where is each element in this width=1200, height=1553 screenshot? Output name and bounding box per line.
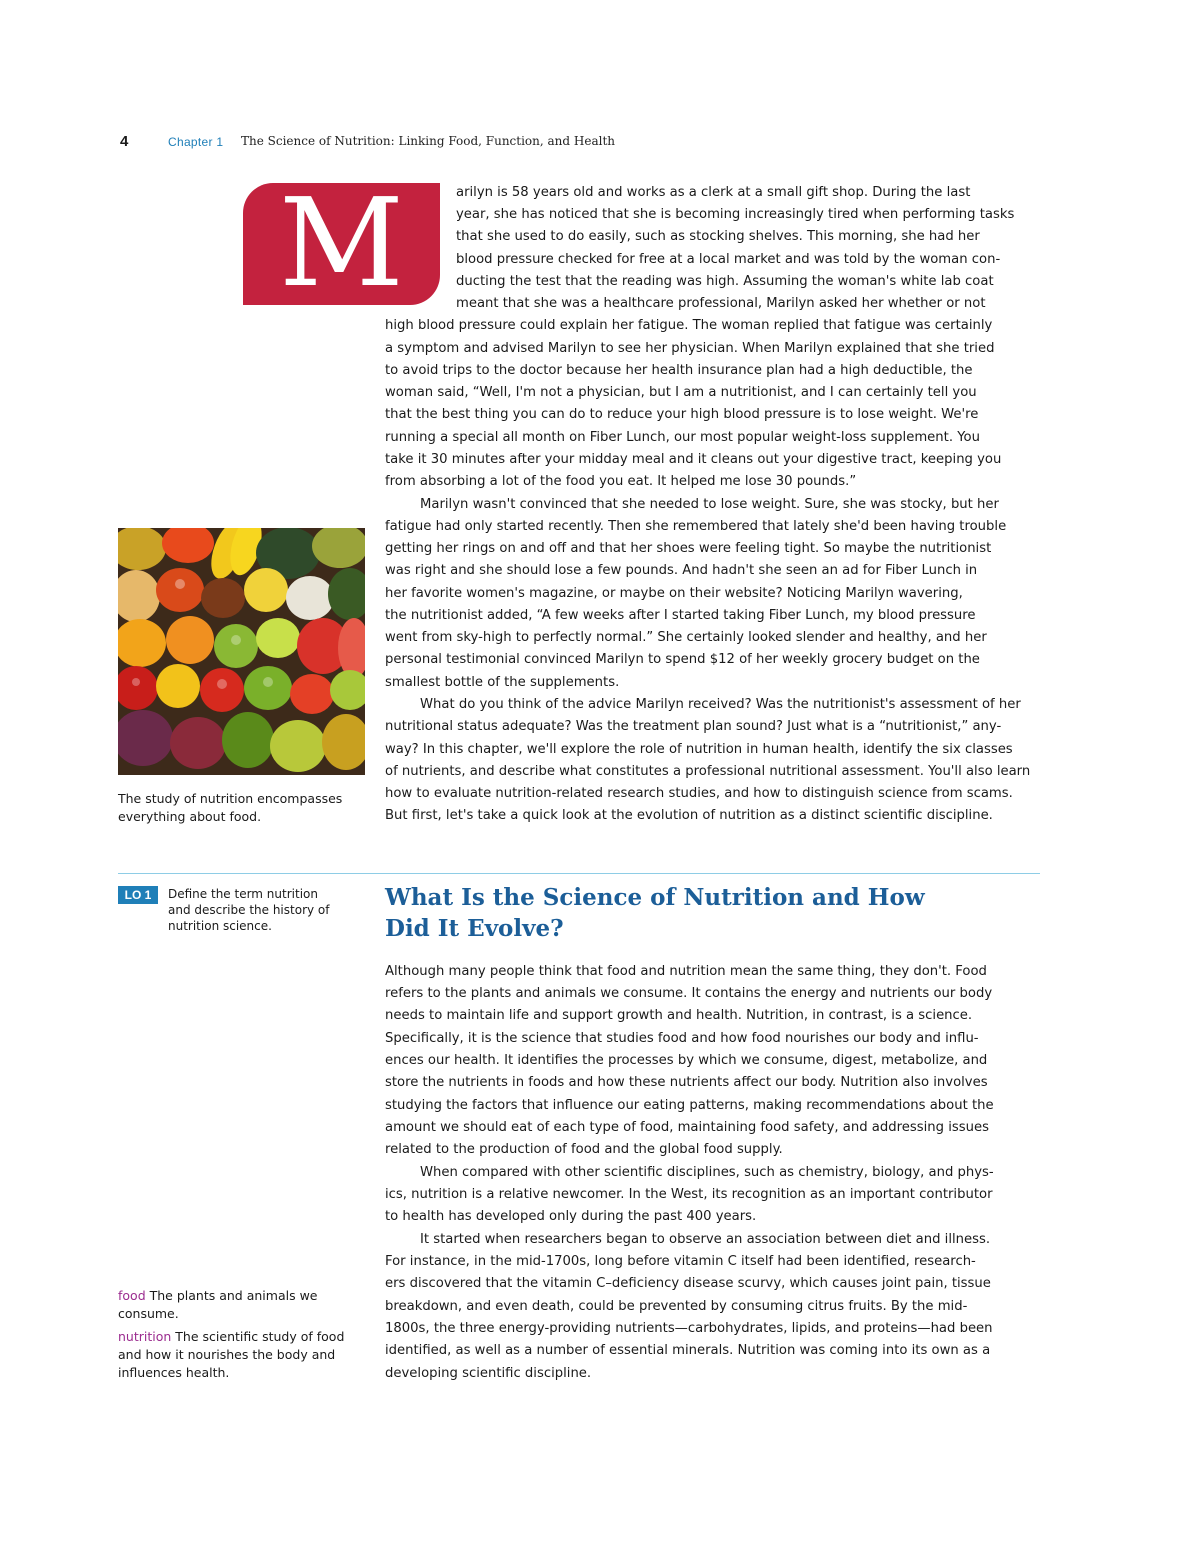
text-line: nutritional status adequate? Was the treatment plan sound? Just what is a “nutritionist,” any- [385,719,1002,734]
text-line: studying the factors that influence our eating patterns, making recommendations about the [385,1098,994,1113]
page-number: 4 [120,133,129,150]
text-line: Although many people think that food and nutrition mean the same thing, they don't. Food [385,964,987,979]
objective-line: Define the term nutrition [168,887,318,901]
text-line: For instance, in the mid-1700s, long before vitamin C itself had been identified, research- [385,1254,976,1269]
text-line: amount we should eat of each type of food, maintaining food safety, and addressing issues [385,1120,989,1135]
text-line: take it 30 minutes after your midday meal and it cleans out your digestive tract, keeping you [385,452,1002,467]
text-line: was right and she should lose a few pounds. And hadn't she seen an ad for Fiber Lunch in [385,563,978,578]
text-line: her favorite women's magazine, or maybe on their website? Noticing Marilyn wavering, [385,586,963,601]
text-line: developing scientific discipline. [385,1366,592,1381]
glossary-entry-nutrition [118,1328,358,1382]
caption-line: The study of nutrition encompasses [118,791,343,806]
text-line: that the best thing you can do to reduce your high blood pressure is to lose weight. We're [385,407,979,422]
caption-line: everything about food. [118,809,262,824]
glossary-entry-food [118,1287,358,1323]
text-line: breakdown, and even death, could be prevented by consuming citrus fruits. By the mid- [385,1299,968,1314]
text-line: the nutritionist added, “A few weeks after I started taking Fiber Lunch, my blood pressure [385,608,976,623]
learning-objective-badge: LO 1 [118,886,158,904]
text-line: related to the production of food and the global food supply. [385,1142,783,1157]
text-line: running a special all month on Fiber Lunch, our most popular weight-loss supplement. You [385,430,980,445]
text-line: When compared with other scientific disciplines, such as chemistry, biology, and phys- [420,1165,994,1180]
text-line: that she used to do easily, such as stocking shelves. This morning, she had her [456,229,980,244]
heading-line: Did It Evolve? [385,915,564,942]
chapter-label: Chapter 1 [168,135,224,149]
fruits-vegetables-photo [118,528,365,775]
text-line: It started when researchers began to observe an association between diet and illness. [420,1232,991,1247]
text-line: identified, as well as a number of essential minerals. Nutrition was coming into its own as a [385,1343,991,1358]
text-line: needs to maintain life and support growth and health. Nutrition, in contrast, is a science. [385,1008,973,1023]
text-line: year, she has noticed that she is becoming increasingly tired when performing tasks [456,207,1015,222]
chapter-title: The Science of Nutrition: Linking Food, Function, and Health [241,134,616,148]
text-line: to avoid trips to the doctor because her health insurance plan had a high deductible, the [385,363,973,378]
learning-objective-text [168,886,358,934]
text-line: fatigue had only started recently. Then she remembered that lately she'd been having trouble [385,519,1007,534]
section-heading [385,882,1005,944]
glossary-definition: The scientific study of food and how it nourishes the body and influences health. [118,1329,345,1380]
text-line: Specifically, it is the science that studies food and how food nourishes our body and influ- [385,1031,979,1046]
dropcap-letter: M [279,172,404,314]
section-divider [118,873,1040,874]
text-line: refers to the plants and animals we consume. It contains the energy and nutrients our body [385,986,993,1001]
text-line: But first, let's take a quick look at the evolution of nutrition as a distinct scientific discipline. [385,808,993,823]
text-line: Marilyn wasn't convinced that she needed to lose weight. Sure, she was stocky, but her [420,497,999,512]
text-line: ics, nutrition is a relative newcomer. In the West, its recognition as an important contributor [385,1187,993,1202]
text-line: What do you think of the advice Marilyn received? Was the nutritionist's assessment of her [420,697,1021,712]
glossary-definition: The plants and animals we consume. [118,1288,318,1321]
text-line: high blood pressure could explain her fatigue. The woman replied that fatigue was certainly [385,318,993,333]
text-line: personal testimonial convinced Marilyn to spend $12 of her weekly grocery budget on the [385,652,980,667]
text-line: ences our health. It identifies the processes by which we consume, digest, metabolize, and [385,1053,988,1068]
text-line: of nutrients, and describe what constitutes a professional nutritional assessment. You'll also learn [385,764,1031,779]
objective-line: nutrition science. [168,919,272,933]
text-line: store the nutrients in foods and how these nutrients affect our body. Nutrition also involves [385,1075,988,1090]
text-line: woman said, “Well, I'm not a physician, but I am a nutritionist, and I can certainly tell you [385,385,977,400]
text-line: to health has developed only during the past 400 years. [385,1209,757,1224]
glossary-term: nutrition [118,1329,172,1344]
heading-line: What Is the Science of Nutrition and How [385,884,925,911]
text-line: blood pressure checked for free at a local market and was told by the woman con- [456,252,1001,267]
text-line: way? In this chapter, we'll explore the role of nutrition in human health, identify the six classes [385,742,1013,757]
text-line: ers discovered that the vitamin C–deficiency disease scurvy, which causes joint pain, tissue [385,1276,991,1291]
text-line: how to evaluate nutrition-related research studies, and how to distinguish science from scams. [385,786,1013,801]
text-line: 1800s, the three energy-providing nutrients—carbohydrates, lipids, and proteins—had been [385,1321,993,1336]
text-line: arilyn is 58 years old and works as a clerk at a small gift shop. During the last [456,185,971,200]
text-line: went from sky-high to perfectly normal.” She certainly looked slender and healthy, and her [385,630,987,645]
objective-line: and describe the history of [168,903,330,917]
text-line: getting her rings on and off and that her shoes were feeling tight. So maybe the nutritionist [385,541,992,556]
text-line: ducting the test that the reading was high. Assuming the woman's white lab coat [456,274,994,289]
photo-caption [118,790,378,826]
glossary-term: food [118,1288,146,1303]
text-line: from absorbing a lot of the food you eat. It helped me lose 30 pounds.” [385,474,857,489]
dropcap-box [243,172,440,314]
text-line: meant that she was a healthcare professional, Marilyn asked her whether or not [456,296,986,311]
text-line: a symptom and advised Marilyn to see her physician. When Marilyn explained that she tried [385,341,995,356]
text-line: smallest bottle of the supplements. [385,675,620,690]
